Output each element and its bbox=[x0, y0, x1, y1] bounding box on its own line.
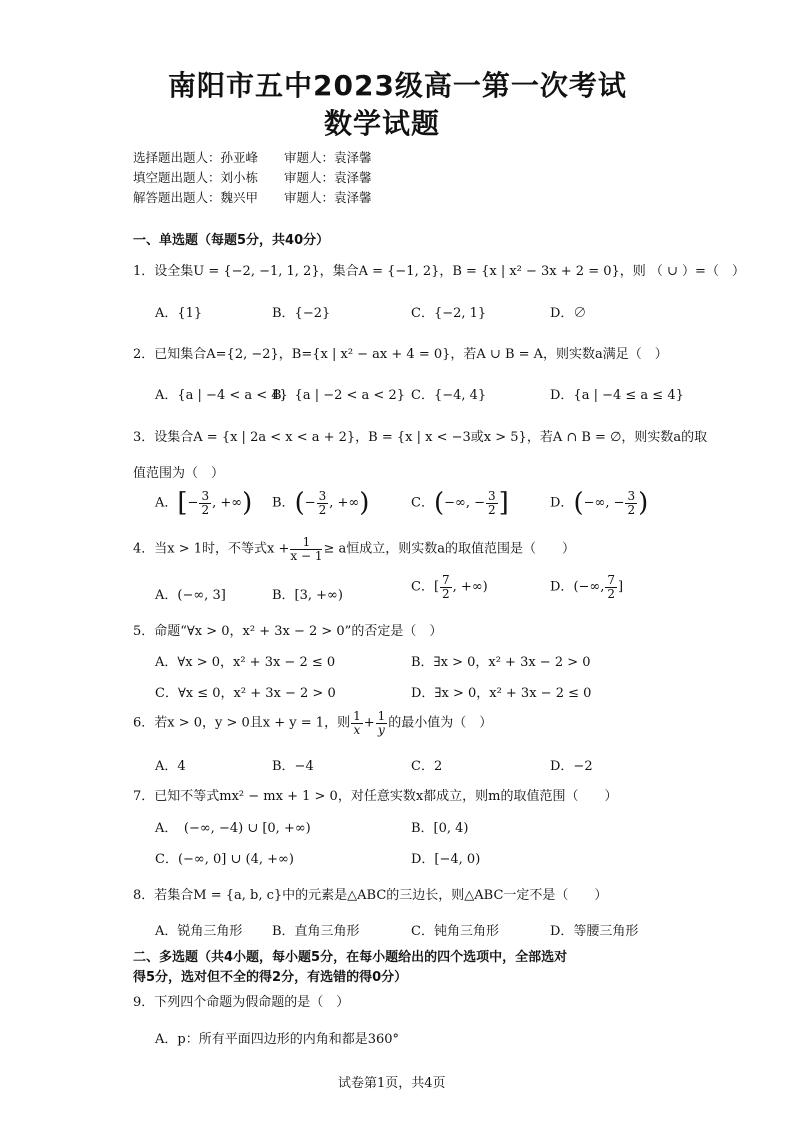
question-2-option-a: A．{a | −4 < a < 4} bbox=[155, 388, 288, 403]
question-1-option-d: D．∅ bbox=[550, 306, 587, 321]
section-heading: 一、单选题（每题5分，共40分） bbox=[133, 233, 330, 248]
credit-line-2 bbox=[133, 168, 372, 186]
question-2-option-d: D．{a | −4 ≤ a ≤ 4} bbox=[550, 388, 684, 403]
question-1-option-b: B．{−2} bbox=[272, 306, 331, 321]
question-5-option-a: A．∀x > 0，x² + 3x − 2 ≤ 0 bbox=[155, 655, 336, 670]
denominator: 2 bbox=[201, 502, 210, 517]
question-8-option-d: D．等腰三角形 bbox=[550, 924, 639, 939]
option-letter: D． bbox=[550, 495, 574, 511]
page-title: 南阳市五中2023级高一第一次考试 bbox=[168, 69, 627, 102]
page-subtitle: 数学试题 bbox=[324, 107, 441, 140]
question-6-stem bbox=[133, 710, 492, 736]
question-8-option-b: B．直角三角形 bbox=[272, 924, 360, 939]
credit-role: 填空题出题人：刘小栋 bbox=[133, 170, 259, 185]
section-heading-2-line1: 二、多选题（共4小题，每小题5分，在每小题给出的四个选项中，全部选对 bbox=[133, 950, 568, 965]
fraction bbox=[486, 490, 498, 516]
interval-head: −∞, − bbox=[444, 495, 485, 511]
question-6-option-b: B．−4 bbox=[272, 759, 314, 774]
question-7-stem: 7．已知不等式mx² − mx + 1 > 0，对任意实数x都成立，则m的取值范围（ ） bbox=[133, 789, 618, 804]
fraction bbox=[199, 490, 211, 516]
bracket-close: ) bbox=[242, 488, 253, 519]
question-4-option-b: B．[3, +∞) bbox=[272, 588, 343, 603]
question-6-option-d: D．−2 bbox=[550, 759, 593, 774]
interval-tail: ] bbox=[618, 579, 624, 595]
interval-tail: , +∞ bbox=[329, 495, 360, 511]
bracket-open: [ bbox=[177, 488, 188, 519]
credit-line-1 bbox=[133, 148, 372, 166]
interval-head: −∞, − bbox=[583, 495, 625, 511]
question-9-option-a: A．p：所有平面四边形的内角和都是360° bbox=[155, 1032, 400, 1047]
interval-tail: , +∞) bbox=[452, 579, 488, 595]
option-letter: A． bbox=[155, 495, 178, 511]
denominator: 2 bbox=[442, 586, 450, 601]
numerator: 3 bbox=[318, 489, 327, 503]
denominator: 2 bbox=[318, 502, 327, 517]
option-letter: D． bbox=[550, 579, 574, 595]
question-4-option-c: C．[ $\frac{7}{2}$ , +∞) bbox=[411, 573, 488, 601]
numerator: 3 bbox=[201, 489, 210, 503]
question-4-stem bbox=[133, 536, 575, 562]
question-5-option-d: D．∃x > 0，x² + 3x − 2 ≤ 0 bbox=[411, 686, 592, 701]
stem-text: 6．若x > 0，y > 0且x + y = 1，则 bbox=[133, 715, 351, 731]
question-7-option-a: A． (−∞, −4) ∪ [0, +∞) bbox=[155, 821, 311, 836]
question-3-option-d bbox=[550, 488, 649, 519]
numerator: 3 bbox=[627, 489, 636, 503]
question-3-option-c bbox=[411, 488, 509, 519]
stem-text: ≥ a恒成立，则实数a的取值范围是（ ） bbox=[323, 541, 576, 557]
bracket-open: ( bbox=[573, 488, 584, 519]
question-3-option-a bbox=[155, 488, 253, 519]
numerator: 1 bbox=[290, 536, 322, 550]
credit-role: 选择题出题人：孙亚峰 bbox=[133, 150, 259, 165]
denominator: x − 1 bbox=[290, 548, 323, 563]
question-1-stem: 1．设全集U = {−2, −1, 1, 2}，集合A = {−1, 2}，B = {x | x² − 3x + 2 = 0}，则 （ ∪ ）=（ ） bbox=[133, 264, 745, 279]
option-letter: C． bbox=[411, 495, 434, 511]
fraction bbox=[376, 710, 388, 736]
question-1-option-a: A．{1} bbox=[155, 306, 203, 321]
minus-sign: − bbox=[304, 495, 316, 511]
question-5-stem: 5．命题“∀x > 0，x² + 3x − 2 > 0”的否定是（ ） bbox=[133, 624, 443, 639]
bracket-close: ] bbox=[498, 488, 509, 519]
bracket-open: ( bbox=[294, 488, 305, 519]
question-7-option-d: D．[−4, 0) bbox=[411, 852, 481, 867]
question-4-option-d: D．(−∞, $\frac{7}{2}$ ] bbox=[550, 573, 624, 601]
numerator: 3 bbox=[488, 489, 496, 503]
denominator: 2 bbox=[627, 502, 636, 517]
numerator: 7 bbox=[442, 573, 450, 587]
question-8-option-a: A．锐角三角形 bbox=[155, 924, 243, 939]
page-footer: 试卷第1页，共4页 bbox=[338, 1076, 446, 1091]
option-letter: C． bbox=[411, 579, 434, 595]
denominator: x bbox=[353, 722, 361, 737]
interval-tail: , +∞ bbox=[212, 495, 243, 511]
credit-role: 解答题出题人：魏兴甲 bbox=[133, 190, 259, 205]
fraction bbox=[625, 490, 637, 516]
stem-text: 4．当x > 1时，不等式x + bbox=[133, 541, 290, 557]
denominator: y bbox=[378, 722, 385, 737]
question-7-option-b: B．[0, 4) bbox=[411, 821, 469, 836]
question-2-stem: 2．已知集合A={2, −2}，B={x | x² − ax + 4 = 0}，若A ∪ B = A，则实数a满足（ ） bbox=[133, 347, 668, 362]
question-6-option-a: A．4 bbox=[155, 759, 186, 774]
numerator: 7 bbox=[607, 573, 616, 587]
fraction bbox=[351, 710, 363, 736]
stem-text: 的最小值为（ ） bbox=[388, 715, 493, 731]
fraction bbox=[440, 574, 452, 600]
question-2-option-c: C．{−4, 4} bbox=[411, 388, 487, 403]
fraction bbox=[290, 536, 322, 562]
denominator: 2 bbox=[488, 502, 496, 517]
question-6-option-c: C．2 bbox=[411, 759, 443, 774]
question-3-stem-cont: 值范围为（ ） bbox=[133, 466, 225, 481]
question-5-option-c: C．∀x ≤ 0，x² + 3x − 2 > 0 bbox=[155, 686, 336, 701]
question-3-stem: 3．设集合A = {x | 2a < x < a + 2}，B = {x | x < −3或x > 5}，若A ∩ B = ∅，则实数a的取 bbox=[133, 430, 708, 445]
numerator: 1 bbox=[377, 709, 386, 723]
question-2-option-b: B．{a | −2 < a < 2} bbox=[272, 388, 405, 403]
credit-reviewer: 审题人：袁泽馨 bbox=[284, 170, 372, 185]
question-3-option-b bbox=[272, 488, 370, 519]
fraction bbox=[605, 574, 617, 600]
bracket-close: ) bbox=[359, 488, 370, 519]
question-8-option-c: C．钝角三角形 bbox=[411, 924, 499, 939]
question-7-option-c: C．(−∞, 0] ∪ (4, +∞) bbox=[155, 852, 294, 867]
question-9-stem: 9．下列四个命题为假命题的是（ ） bbox=[133, 995, 350, 1010]
fraction bbox=[317, 490, 329, 516]
question-4-option-a: A．(−∞, 3] bbox=[155, 588, 226, 603]
credit-reviewer: 审题人：袁泽馨 bbox=[284, 150, 372, 165]
section-heading-2-line2: 得5分，选对但不全的得2分，有选错的得0分） bbox=[133, 970, 408, 985]
plus-sign: + bbox=[363, 715, 375, 731]
bracket-close: ) bbox=[638, 488, 649, 519]
option-letter: B． bbox=[272, 495, 295, 511]
bracket-open: ( bbox=[433, 488, 445, 519]
numerator: 1 bbox=[353, 709, 361, 723]
question-1-option-c: C．{−2, 1} bbox=[411, 306, 487, 321]
question-8-stem: 8．若集合M = {a, b, c}中的元素是△ABC的三边长，则△ABC一定不是（ ） bbox=[133, 888, 608, 903]
question-5-option-b: B．∃x > 0，x² + 3x − 2 > 0 bbox=[411, 655, 591, 670]
minus-sign: − bbox=[187, 495, 199, 511]
denominator: 2 bbox=[607, 586, 616, 601]
credit-reviewer: 审题人：袁泽馨 bbox=[284, 190, 372, 205]
credit-line-3 bbox=[133, 188, 372, 206]
